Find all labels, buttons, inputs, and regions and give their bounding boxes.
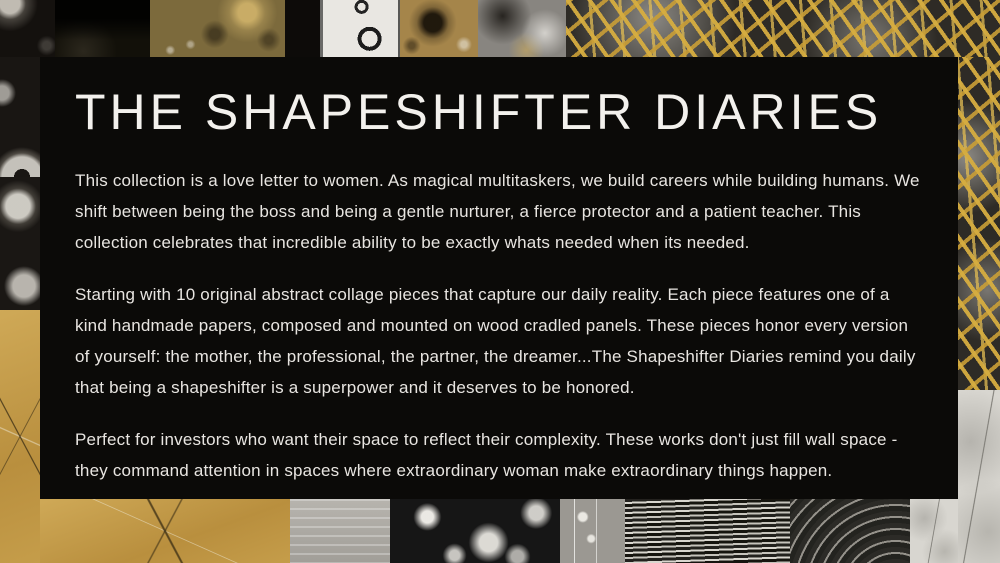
collage-tile-gray-streaks xyxy=(290,499,390,563)
collage-tile-dark-circles xyxy=(0,57,40,177)
collage-tile-concrete-right xyxy=(958,390,1000,563)
collage-tile-gold-net-right xyxy=(958,57,1000,390)
page-title: THE SHAPESHIFTER DIARIES xyxy=(75,84,883,140)
intro-paragraph: This collection is a love letter to women. As magical multitaskers, we build careers while building humans. We shift between being the boss and being a gentle nurturer, a fierce protector and a patient teacher. This collection celebrates that incredible ability to be exactly whats needed when its needed. xyxy=(75,170,920,252)
collage-tile-arcs xyxy=(790,499,910,563)
collage-tile-black-drip xyxy=(55,0,150,57)
collection-details-paragraph: Starting with 10 original abstract collage pieces that capture our daily reality. Each piece features one of a kind handmade papers, composed and mounted on wood cradled panels. These pieces honor every version of yourself: the mother, the professional, the partner, the dreamer...The Shapeshifter Diaries remind you daily that being a shapeshifter is a superpower and it deserves to be honored. xyxy=(75,284,916,397)
text-overlay-panel xyxy=(40,57,958,499)
collage-tile-concrete-bottom xyxy=(910,499,958,563)
collage-tile-black-strip xyxy=(285,0,320,57)
audience-paragraph: Perfect for investors who want their space to reflect their complexity. These works don't just fill wall space - they command attention in spaces where extraordinary woman make extraordinary things happen. xyxy=(75,429,898,480)
collage-tile-gold-leaf-bottom xyxy=(40,499,290,563)
collage-tile-white-shapes xyxy=(320,0,400,57)
collage-tile-stripes xyxy=(625,499,790,563)
collage-tile-gold-net-top xyxy=(566,0,1000,57)
collage-tile-gold-leaf-left xyxy=(0,310,40,563)
collage-tile-dark-circles-2 xyxy=(0,177,40,310)
collage-tile-gold-speckle xyxy=(150,0,285,57)
collage-tile-marble xyxy=(390,499,560,563)
collage-tile-dark-blob xyxy=(0,0,55,57)
collage-tile-gray-speckle xyxy=(478,0,566,57)
collage-tile-tan-circle xyxy=(400,0,478,57)
collage-tile-gray-dots xyxy=(560,499,625,563)
